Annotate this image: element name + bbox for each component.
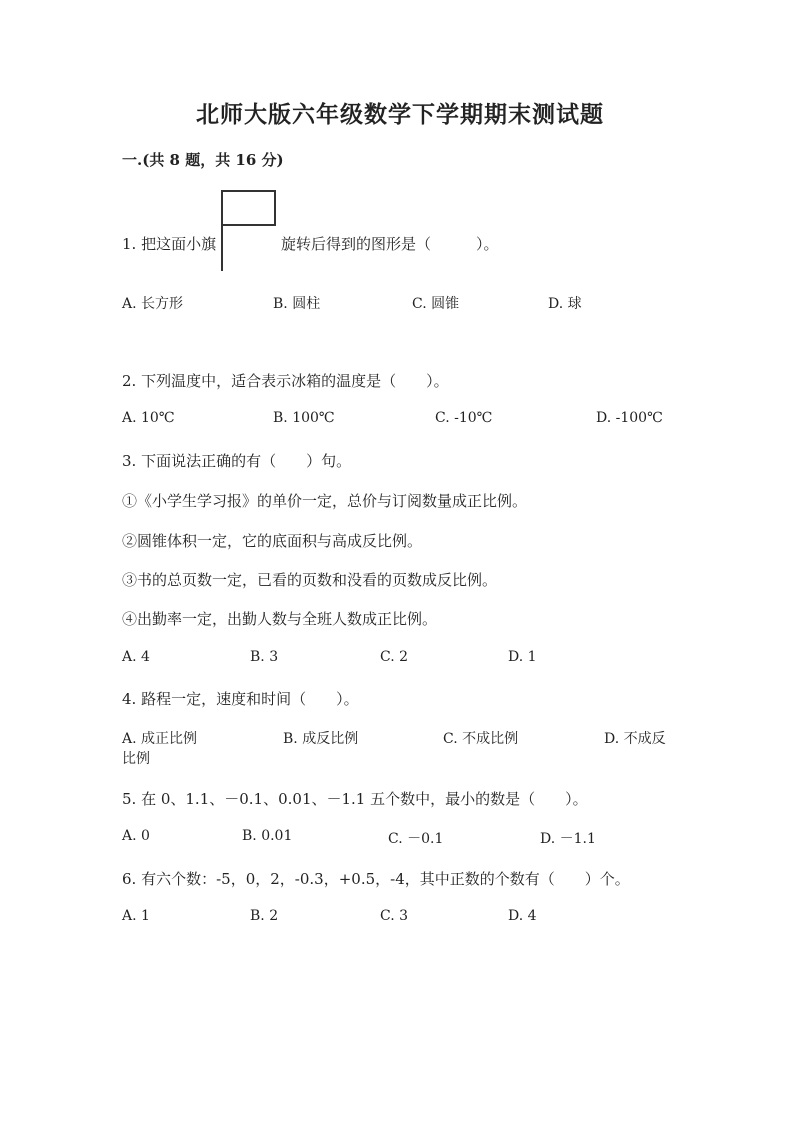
question-4-option-d[interactable]: D. 不成反 — [604, 731, 666, 747]
question-4-option-d-wrap: 比例 — [122, 751, 150, 767]
page-title: 北师大版六年级数学下学期期末测试题 — [196, 101, 604, 128]
question-4-option-b[interactable]: B. 成反比例 — [283, 731, 359, 747]
question-4-stem: 4. 路程一定，速度和时间（ ）。 — [122, 690, 359, 708]
question-2-option-a[interactable]: A. 10℃ — [122, 410, 175, 426]
question-2-option-b[interactable]: B. 100℃ — [273, 410, 335, 426]
question-5-stem: 5. 在 0、1.1、－0.1、0.01、－1.1 五个数中，最小的数是（ ）。 — [122, 790, 588, 808]
question-1-stem-before: 1. 把这面小旗 — [122, 235, 217, 253]
question-5-option-d[interactable]: D. －1.1 — [540, 831, 596, 847]
question-3-option-b[interactable]: B. 3 — [250, 649, 279, 665]
question-2-stem: 2. 下列温度中，适合表示冰箱的温度是（ ）。 — [122, 372, 449, 390]
question-3-statement-1: ①《小学生学习报》的单价一定，总价与订阅数量成正比例。 — [122, 492, 528, 510]
question-1-option-d[interactable]: D. 球 — [548, 296, 582, 312]
question-3-stem: 3. 下面说法正确的有（ ）句。 — [122, 452, 352, 470]
question-2-option-c[interactable]: C. -10℃ — [435, 410, 493, 426]
question-1-stem-after: 旋转后得到的图形是（ ）。 — [281, 235, 499, 253]
question-1-option-a[interactable]: A. 长方形 — [122, 296, 184, 312]
question-1-option-c[interactable]: C. 圆锥 — [412, 296, 460, 312]
question-6-option-d[interactable]: D. 4 — [508, 908, 537, 924]
question-6-option-c[interactable]: C. 3 — [380, 908, 409, 924]
question-2-option-d[interactable]: D. -100℃ — [596, 410, 663, 426]
question-5-option-a[interactable]: A. 0 — [122, 828, 150, 844]
question-3-statement-4: ④出勤率一定，出勤人数与全班人数成正比例。 — [122, 610, 438, 628]
question-3-option-c[interactable]: C. 2 — [380, 649, 409, 665]
flag-cloth — [221, 190, 276, 226]
question-4-option-c[interactable]: C. 不成比例 — [443, 731, 519, 747]
question-4-option-a[interactable]: A. 成正比例 — [122, 731, 198, 747]
question-6-option-b[interactable]: B. 2 — [250, 908, 279, 924]
question-6-option-a[interactable]: A. 1 — [122, 908, 150, 924]
question-3-option-a[interactable]: A. 4 — [122, 649, 150, 665]
question-3-option-d[interactable]: D. 1 — [508, 649, 537, 665]
question-3-statement-2: ②圆锥体积一定，它的底面积与高成反比例。 — [122, 532, 423, 550]
question-1-option-b[interactable]: B. 圆柱 — [273, 296, 321, 312]
question-3-statement-3: ③书的总页数一定，已看的页数和没看的页数成反比例。 — [122, 571, 498, 589]
question-5-option-c[interactable]: C. －0.1 — [388, 831, 444, 847]
question-5-option-b[interactable]: B. 0.01 — [242, 828, 293, 844]
question-6-stem: 6. 有六个数：-5，0，2，-0.3，+0.5，-4，其中正数的个数有（ ）个。 — [122, 870, 630, 888]
section-header: 一.(共 8 题，共 16 分) — [122, 151, 284, 169]
